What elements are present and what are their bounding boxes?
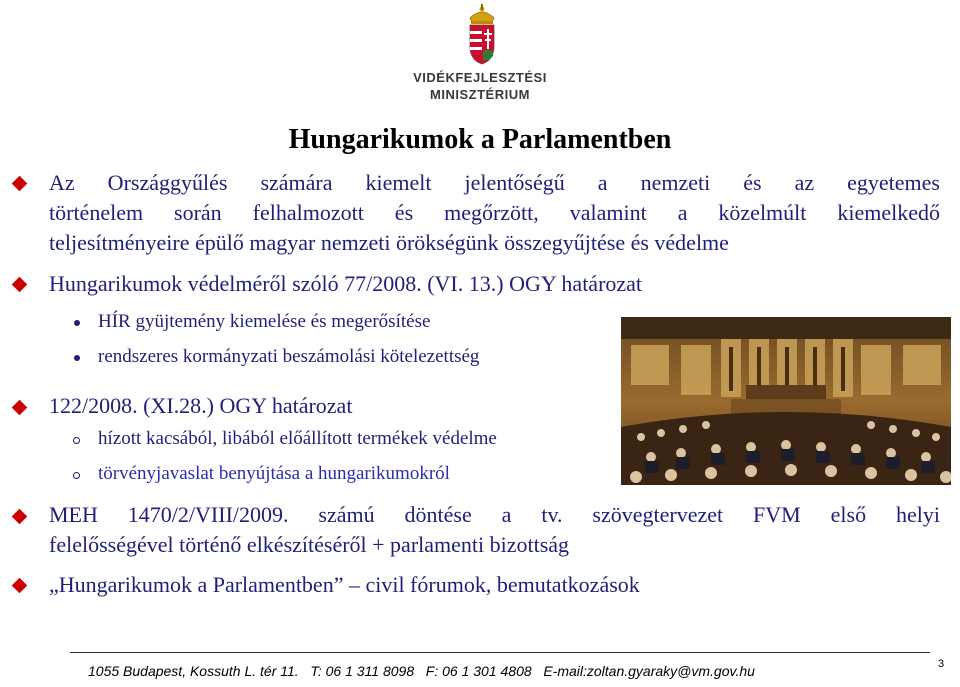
bullet1-line1: Az Országgyűlés számára kiemelt jelentőségű a nemzeti és az egyetemes bbox=[49, 170, 940, 195]
bullet1-line2: történelem során felhalmozott és megőrzött, valamint a közelmúlt kiemelkedő bbox=[49, 200, 940, 225]
bullet2-sub-item: HÍR gyüjtemény kiemelése és megerősítése bbox=[98, 311, 431, 332]
bullet2-text: Hungarikumok védelméről szóló 77/2008. (VI. 13.) OGY határozat bbox=[49, 271, 643, 296]
bullet-diamond-icon bbox=[12, 277, 28, 293]
bullet-diamond-icon bbox=[12, 578, 28, 594]
sub-bullet-circle-icon bbox=[73, 437, 80, 444]
bullet5-text: „Hungarikumok a Parlamentben” – civil fórumok, bemutatkozások bbox=[49, 572, 640, 597]
bullet4-line1: MEH 1470/2/VIII/2009. számú döntése a tv. szövegtervezet FVM első helyi bbox=[49, 502, 940, 527]
hungarian-coat-of-arms-icon bbox=[462, 4, 502, 66]
footer-divider bbox=[70, 652, 930, 653]
ministry-name-line2: MINISZTÉRIUM bbox=[430, 87, 530, 102]
bullet3-text: 122/2008. (XI.28.) OGY határozat bbox=[49, 393, 353, 418]
bullet4-line2: felelősségével történő elkészítéséről + parlamenti bizottság bbox=[49, 532, 570, 557]
bullet2-sub-item: rendszeres kormányzati beszámolási kötelezettség bbox=[98, 346, 480, 367]
footer-contact: 1055 Budapest, Kossuth L. tér 11. T: 06 1 311 8098 F: 06 1 301 4808 E-mail:zoltan.gyaraky@vm.gov.hu bbox=[88, 663, 755, 679]
bullet-diamond-icon bbox=[12, 509, 28, 525]
bullet-diamond-icon bbox=[12, 176, 28, 192]
sub-bullet-circle-icon bbox=[73, 472, 80, 479]
ministry-name-line1: VIDÉKFEJLESZTÉSI bbox=[413, 70, 547, 85]
page-number: 3 bbox=[938, 658, 945, 670]
sub-bullet-dot-icon bbox=[74, 355, 80, 361]
parliament-chamber-photo bbox=[621, 317, 951, 485]
bullet1-line3: teljesítményeire épülő magyar nemzeti örökségünk összegyűjtése és védelme bbox=[49, 230, 729, 255]
sub-bullet-dot-icon bbox=[74, 320, 80, 326]
bullet-diamond-icon bbox=[12, 400, 28, 416]
bullet3-sub-item: törvényjavaslat benyújtása a hungarikumokról bbox=[98, 463, 450, 484]
slide-title: Hungarikumok a Parlamentben bbox=[288, 124, 672, 155]
bullet3-sub-item: hízott kacsából, libából előállított termékek védelme bbox=[98, 428, 497, 449]
